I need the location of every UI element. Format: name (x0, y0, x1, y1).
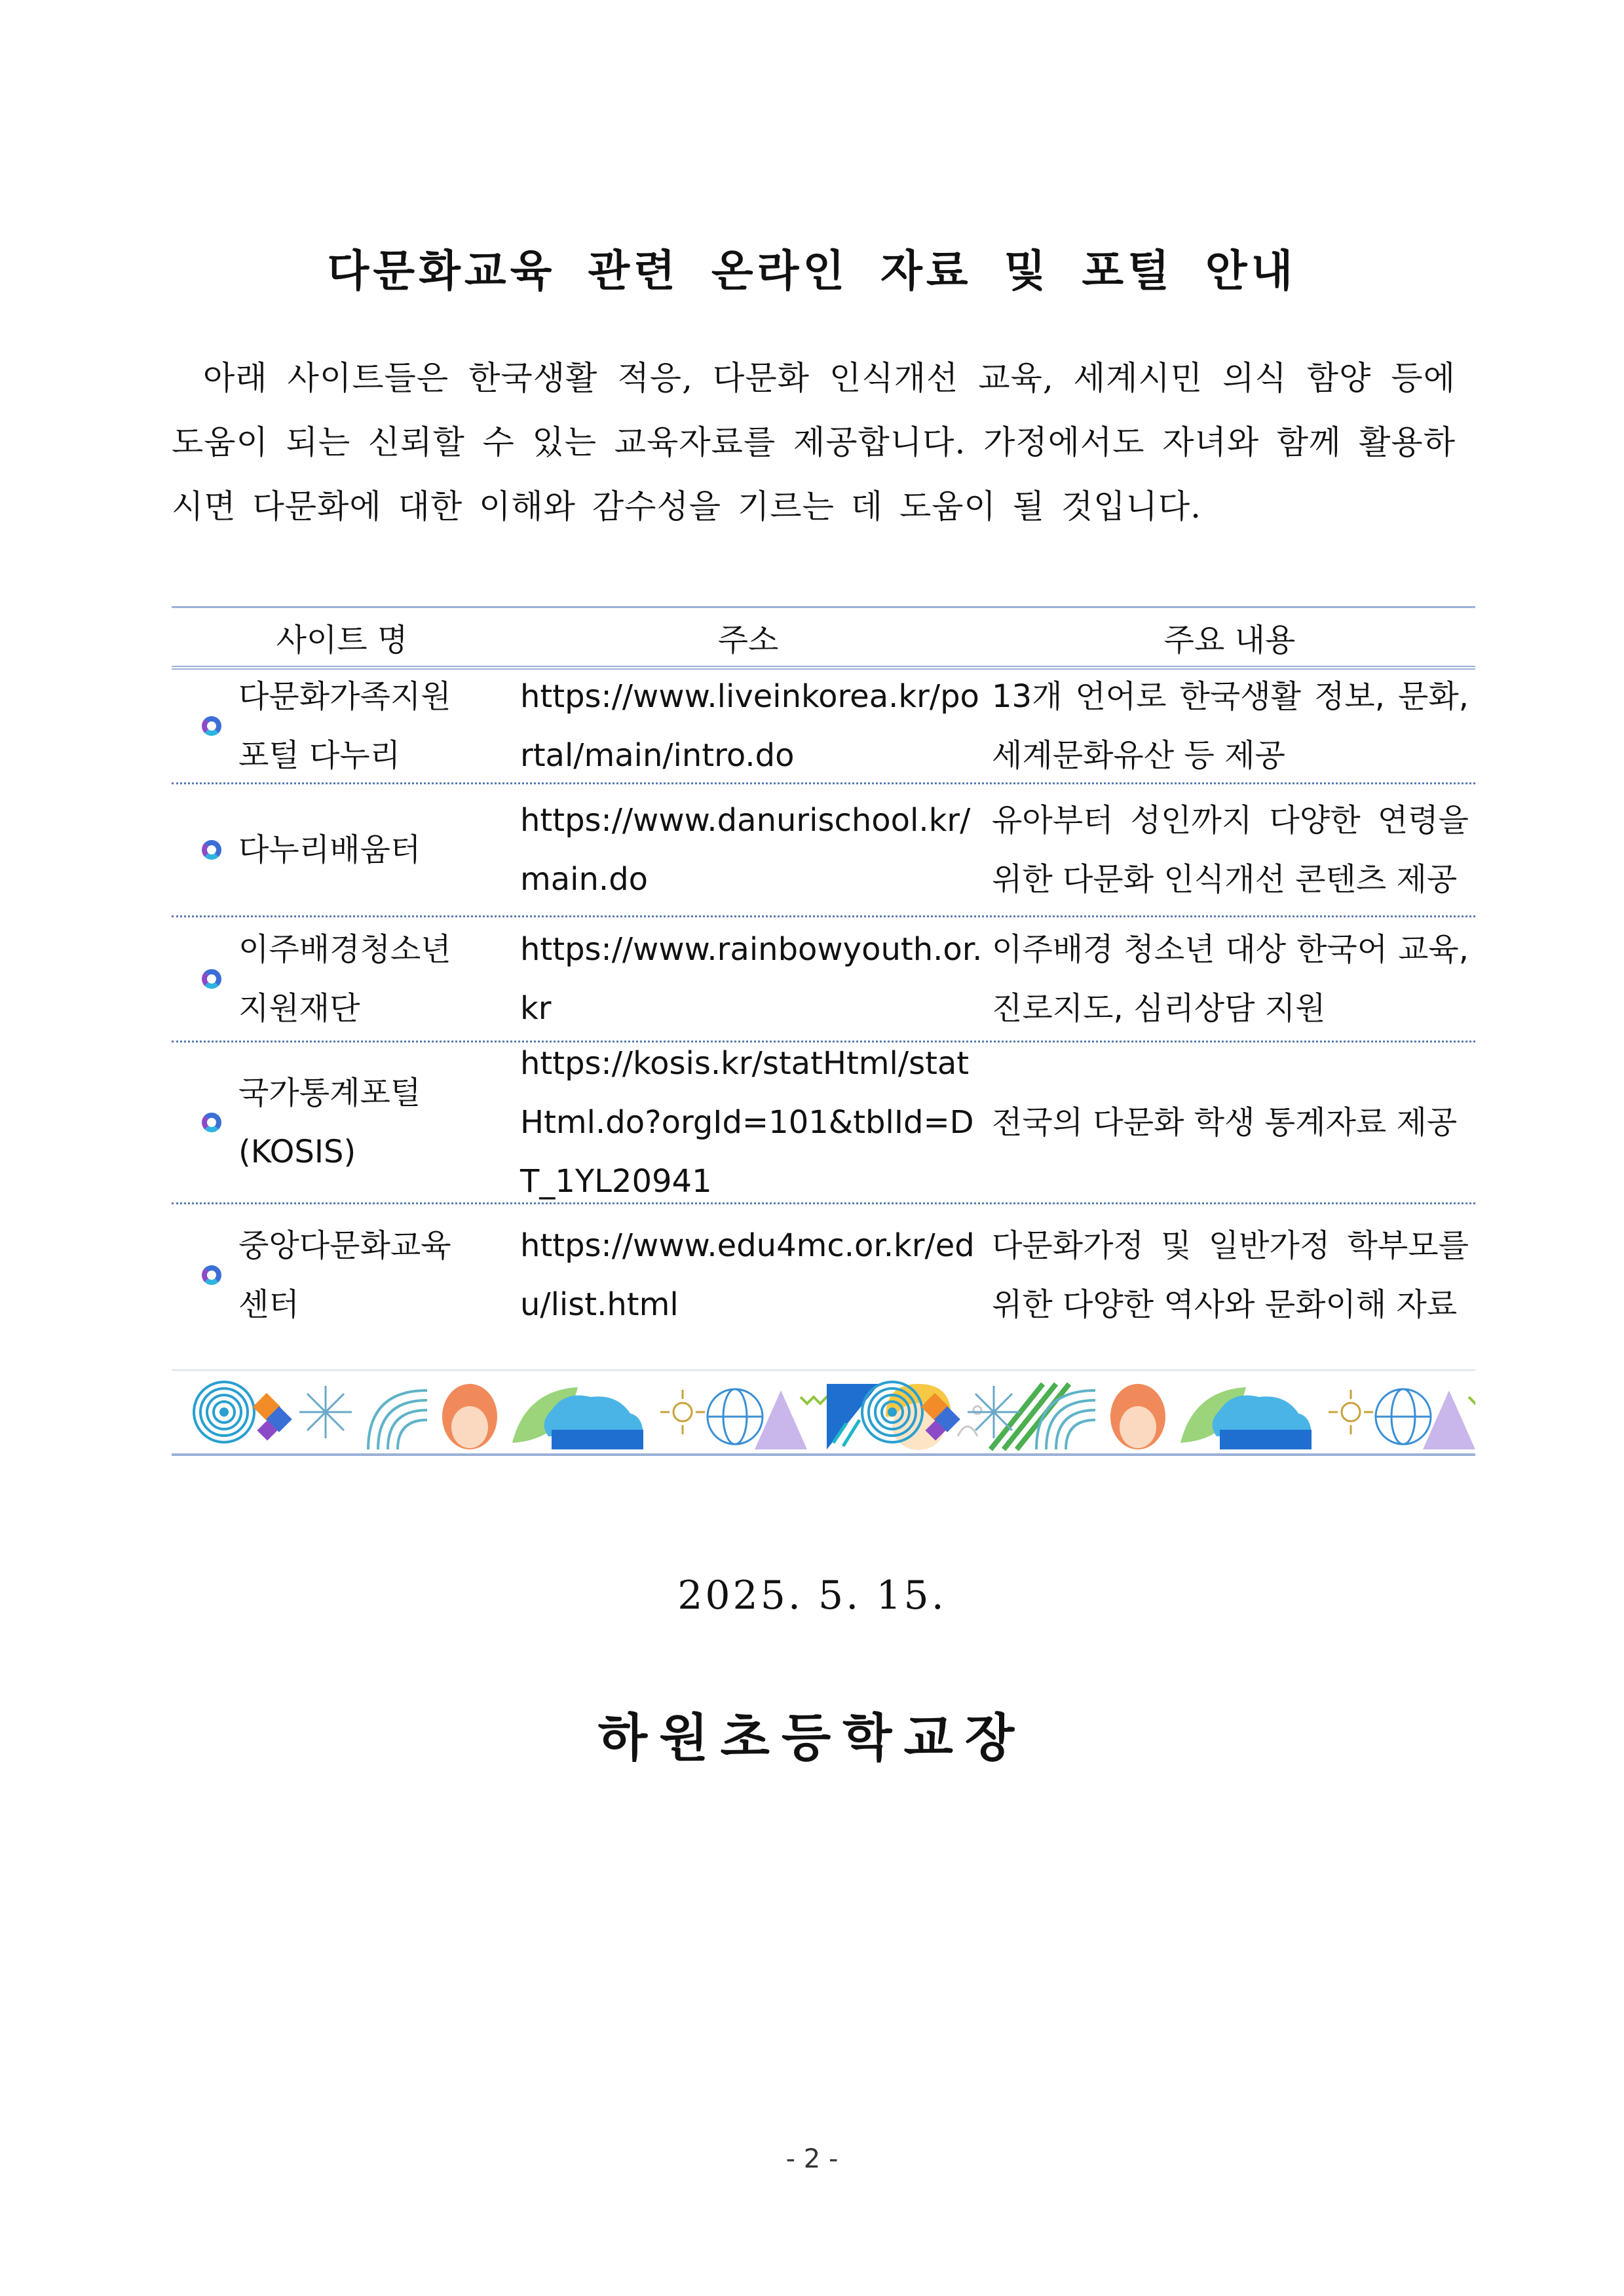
site-description: 13개 언어로 한국생활 정보, 문화, 세계문화유산 등 제공 (992, 678, 1469, 774)
table-row (172, 1204, 1475, 1346)
ring-bullet-icon (202, 969, 221, 989)
site-url[interactable]: https://www.edu4mc.or.kr/edu/list.html (520, 1227, 975, 1323)
decorative-banner (172, 1369, 1475, 1456)
site-description: 다문화가정 및 일반가정 학부모를 위한 다양한 역사와 문화이해 자료 (992, 1227, 1469, 1323)
ring-bullet-icon (202, 840, 221, 860)
multicultural-pattern-icon (172, 1371, 1475, 1453)
table-row (172, 917, 1475, 1043)
ring-bullet-icon (202, 716, 221, 736)
signer-title: 하원초등학교장 (597, 1708, 1027, 1768)
site-name: 국가통계포털 (KOSIS) (238, 1075, 421, 1170)
site-description: 유아부터 성인까지 다양한 연령을 위한 다문화 인식개선 콘텐츠 제공 (992, 802, 1469, 898)
site-name: 이주배경청소년 지원재단 (238, 931, 451, 1027)
ring-bullet-icon (202, 1113, 221, 1132)
site-name: 다누리배움터 (238, 832, 421, 868)
table-row (172, 670, 1475, 784)
site-description: 전국의 다문화 학생 통계자료 제공 (992, 1104, 1458, 1141)
site-url[interactable]: https://www.danurischool.kr/main.do (520, 802, 971, 898)
intro-paragraph: 아래 사이트들은 한국생활 적응, 다문화 인식개선 교육, 세계시민 의식 함양 등에 도움이 되는 신뢰할 수 있는 교육자료를 제공합니다. 가정에서도 자녀와 함께 활용하시면 다문화에 대한 이해와 감수성을 기르는 데 도움이 될 것입니다. (172, 359, 1456, 526)
document-title: 다문화교육 관련 온라인 자료 및 포털 안내 (327, 246, 1297, 296)
table-row (172, 784, 1475, 917)
site-url[interactable]: https://www.liveinkorea.kr/portal/main/intro.do (520, 678, 979, 774)
ring-bullet-icon (202, 1265, 221, 1285)
site-name: 중앙다문화교육센터 (238, 1227, 451, 1323)
header-site-name: 사이트 명 (276, 621, 408, 659)
site-url[interactable]: https://kosis.kr/statHtml/statHtml.do?orgId=101&tblId=DT_1YL20941 (520, 1045, 974, 1200)
page-number: - 2 - (785, 2144, 839, 2174)
header-content: 주요 내용 (1163, 621, 1296, 659)
header-address: 주소 (717, 621, 779, 659)
site-url[interactable]: https://www.rainbowyouth.or.kr (520, 931, 983, 1027)
document-date: 2025. 5. 15. (677, 1573, 947, 1618)
table-header (172, 608, 1475, 670)
site-description: 이주배경 청소년 대상 한국어 교육, 진로지도, 심리상담 지원 (992, 931, 1469, 1027)
site-name: 다문화가족지원 포털 다누리 (238, 678, 451, 774)
table-row (172, 1043, 1475, 1204)
resource-table (172, 606, 1475, 1346)
